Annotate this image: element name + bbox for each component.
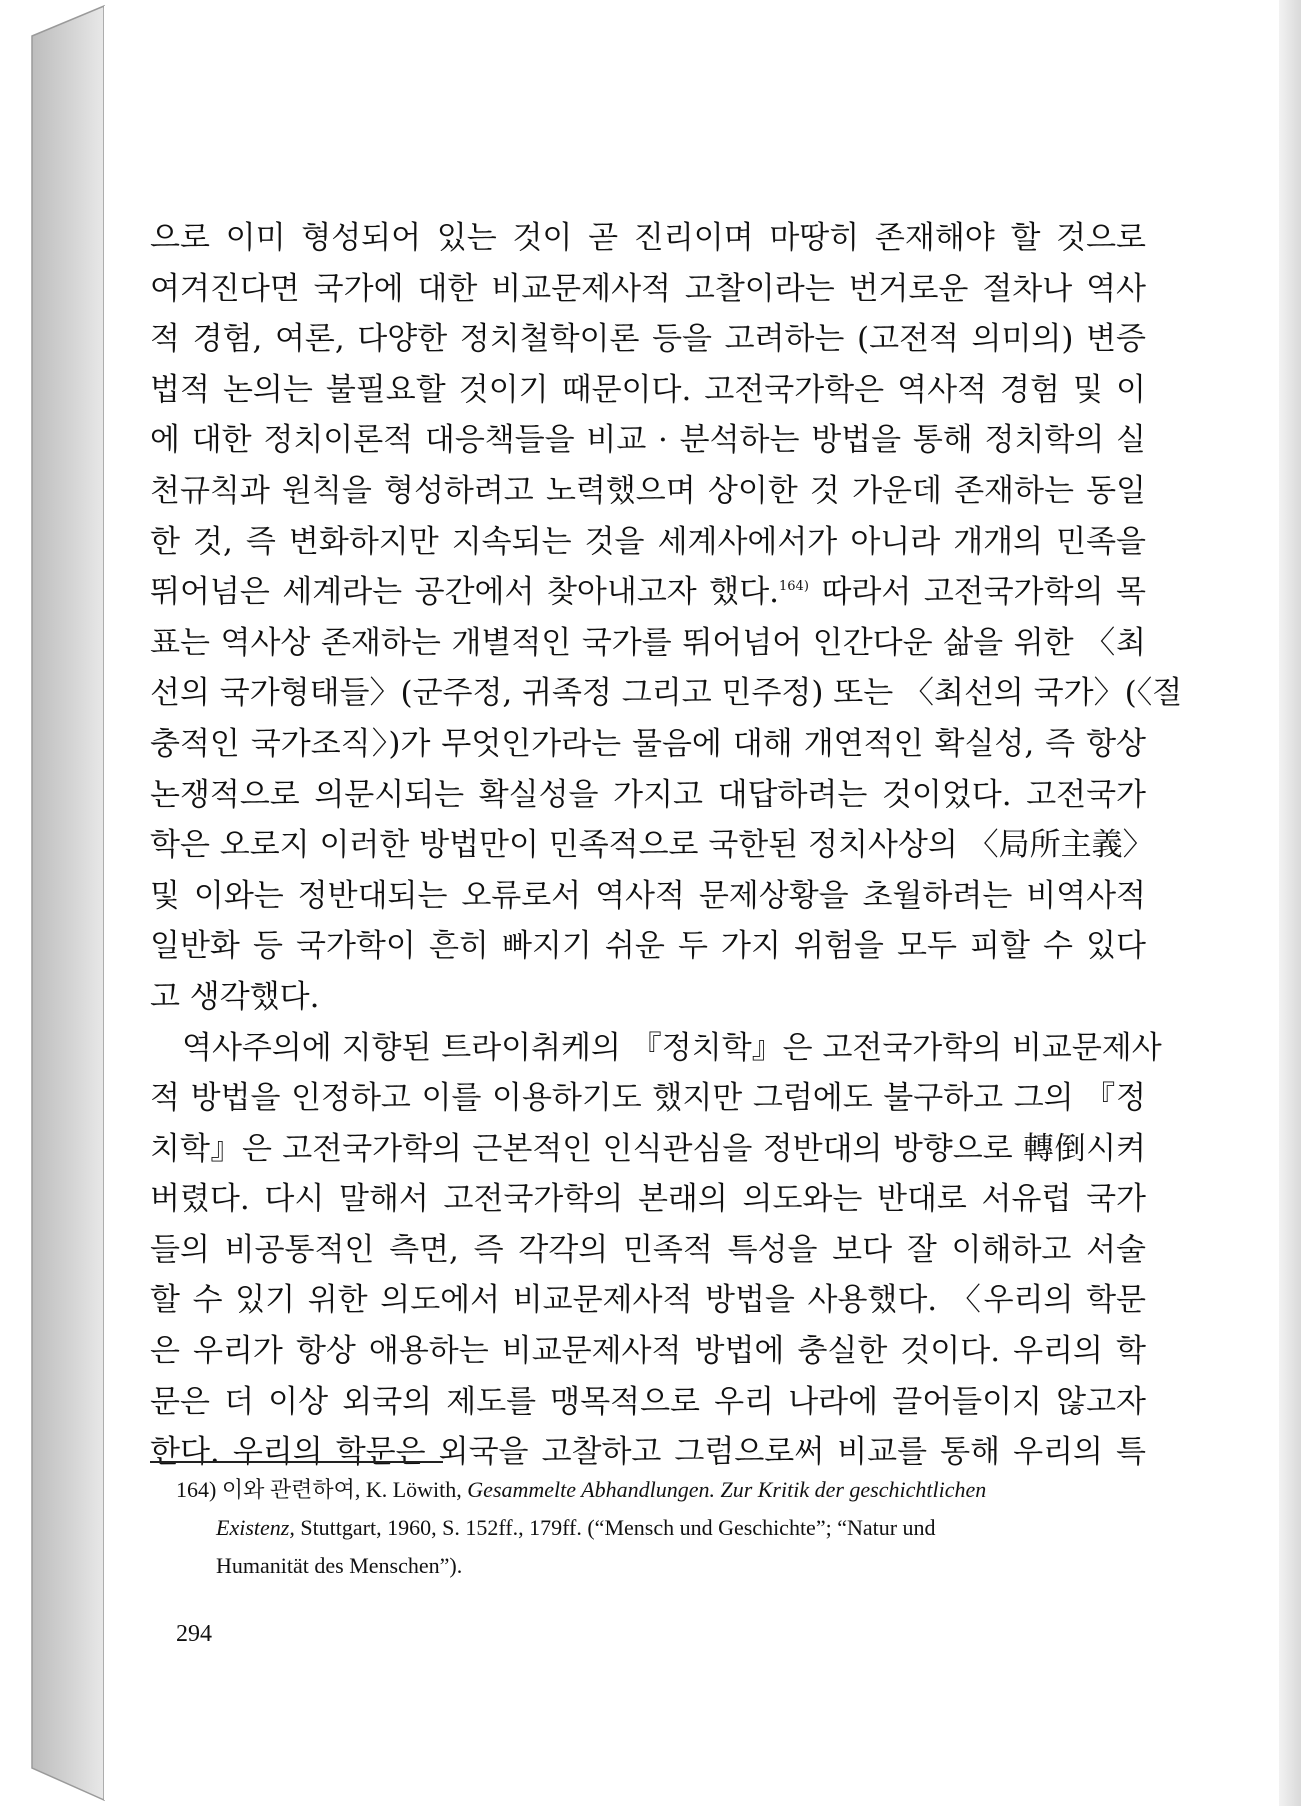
body-text — [150, 213, 1183, 1478]
footnote-line — [176, 1471, 1146, 1509]
text-line: 충적인 국가조직〉)가 무엇인가라는 물음에 대해 개연적인 확실성, 즉 항상 — [150, 725, 1146, 762]
book-spine — [0, 0, 110, 1806]
text-line: 적 방법을 인정하고 이를 이용하기도 했지만 그럼에도 불구하고 그의 『정 — [150, 1080, 1146, 1117]
text-line: 여겨진다면 국가에 대한 비교문제사적 고찰이라는 번거로운 절차나 역사 — [150, 270, 1146, 307]
footnote-author: K. Löwith, — [365, 1477, 462, 1502]
footnote-prefix: 이와 관련하여, — [221, 1477, 361, 1502]
text-line: 및 이와는 정반대되는 오류로서 역사적 문제상황을 초월하려는 비역사적 — [150, 877, 1146, 914]
text-line: 들의 비공통적인 측면, 즉 각각의 민족적 특성을 보다 잘 이해하고 서술 — [150, 1231, 1146, 1268]
text-line: 천규칙과 원칙을 형성하려고 노력했으며 상이한 것 가운데 존재하는 동일 — [150, 472, 1146, 509]
text-line: 선의 국가형태들〉(군주정, 귀족정 그리고 민주정) 또는 〈최선의 국가〉(〈절 — [150, 675, 1183, 712]
text-line: 에 대한 정치이론적 대응책들을 비교 · 분석하는 방법을 통해 정치학의 실 — [150, 422, 1146, 459]
text-line: 은 우리가 항상 애용하는 비교문제사적 방법에 충실한 것이다. 우리의 학 — [150, 1333, 1146, 1370]
footnote-number: 164) — [176, 1477, 217, 1502]
footnote-title: Gesammelte Abhandlungen. Zur Kritik der geschichtlichen — [467, 1477, 987, 1502]
page-number: 294 — [176, 1621, 212, 1647]
text-line: 역사주의에 지향된 트라이취케의 『정치학』은 고전국가학의 비교문제사 — [182, 1029, 1162, 1066]
footnote-title: Existenz, — [216, 1515, 295, 1540]
text-line: 표는 역사상 존재하는 개별적인 국가를 뛰어넘어 인간다운 삶을 위한 〈최 — [150, 624, 1146, 661]
text-line: 적 경험, 여론, 다양한 정치철학이론 등을 고려하는 (고전적 의미의) 변증 — [150, 321, 1146, 358]
text-line: 할 수 있기 위한 의도에서 비교문제사적 방법을 사용했다. 〈우리의 학문 — [150, 1282, 1146, 1319]
footnote — [176, 1471, 1146, 1585]
text-line: 고 생각했다. — [150, 978, 320, 1015]
text-line: 한다. 우리의 학문은 외국을 고찰하고 그럼으로써 비교를 통해 우리의 특 — [150, 1434, 1146, 1471]
footnote-citation: Stuttgart, 1960, S. 152ff., 179ff. (“Mensch und Geschichte”; “Natur und — [300, 1515, 936, 1540]
text-segment: 뛰어넘은 세계라는 공간에서 찾아내고자 했다. — [150, 574, 780, 611]
footnote-divider — [150, 1461, 443, 1463]
page-edge-shadow — [1279, 0, 1301, 1806]
text-line: 학은 오로지 이러한 방법만이 민족적으로 국한된 정치사상의 〈局所主義〉 — [150, 827, 1154, 864]
text-segment: 따라서 고전국가학의 목 — [821, 574, 1146, 611]
text-line: 치학』은 고전국가학의 근본적인 인식관심을 정반대의 방향으로 轉倒시켜 — [150, 1130, 1146, 1167]
footnote-reference: 164) — [779, 579, 809, 595]
text-line: 버렸다. 다시 말해서 고전국가학의 본래의 의도와는 반대로 서유럽 국가 — [150, 1181, 1146, 1218]
footnote-line: Humanität des Menschen”). — [216, 1553, 463, 1578]
text-line: 문은 더 이상 외국의 제도를 맹목적으로 우리 나라에 끌어들이지 않고자 — [150, 1383, 1146, 1420]
text-line-with-footnote-ref — [150, 567, 1146, 618]
text-line: 한 것, 즉 변화하지만 지속되는 것을 세계사에서가 아니라 개개의 민족을 — [150, 523, 1146, 560]
text-line: 법적 논의는 불필요할 것이기 때문이다. 고전국가학은 역사적 경험 및 이 — [150, 371, 1146, 408]
footnote-line — [176, 1509, 1146, 1547]
text-line: 일반화 등 국가학이 흔히 빠지기 쉬운 두 가지 위험을 모두 피할 수 있다 — [150, 928, 1146, 965]
text-line: 논쟁적으로 의문시되는 확실성을 가지고 대답하려는 것이었다. 고전국가 — [150, 776, 1146, 813]
text-line: 으로 이미 형성되어 있는 것이 곧 진리이며 마땅히 존재해야 할 것으로 — [150, 220, 1146, 256]
